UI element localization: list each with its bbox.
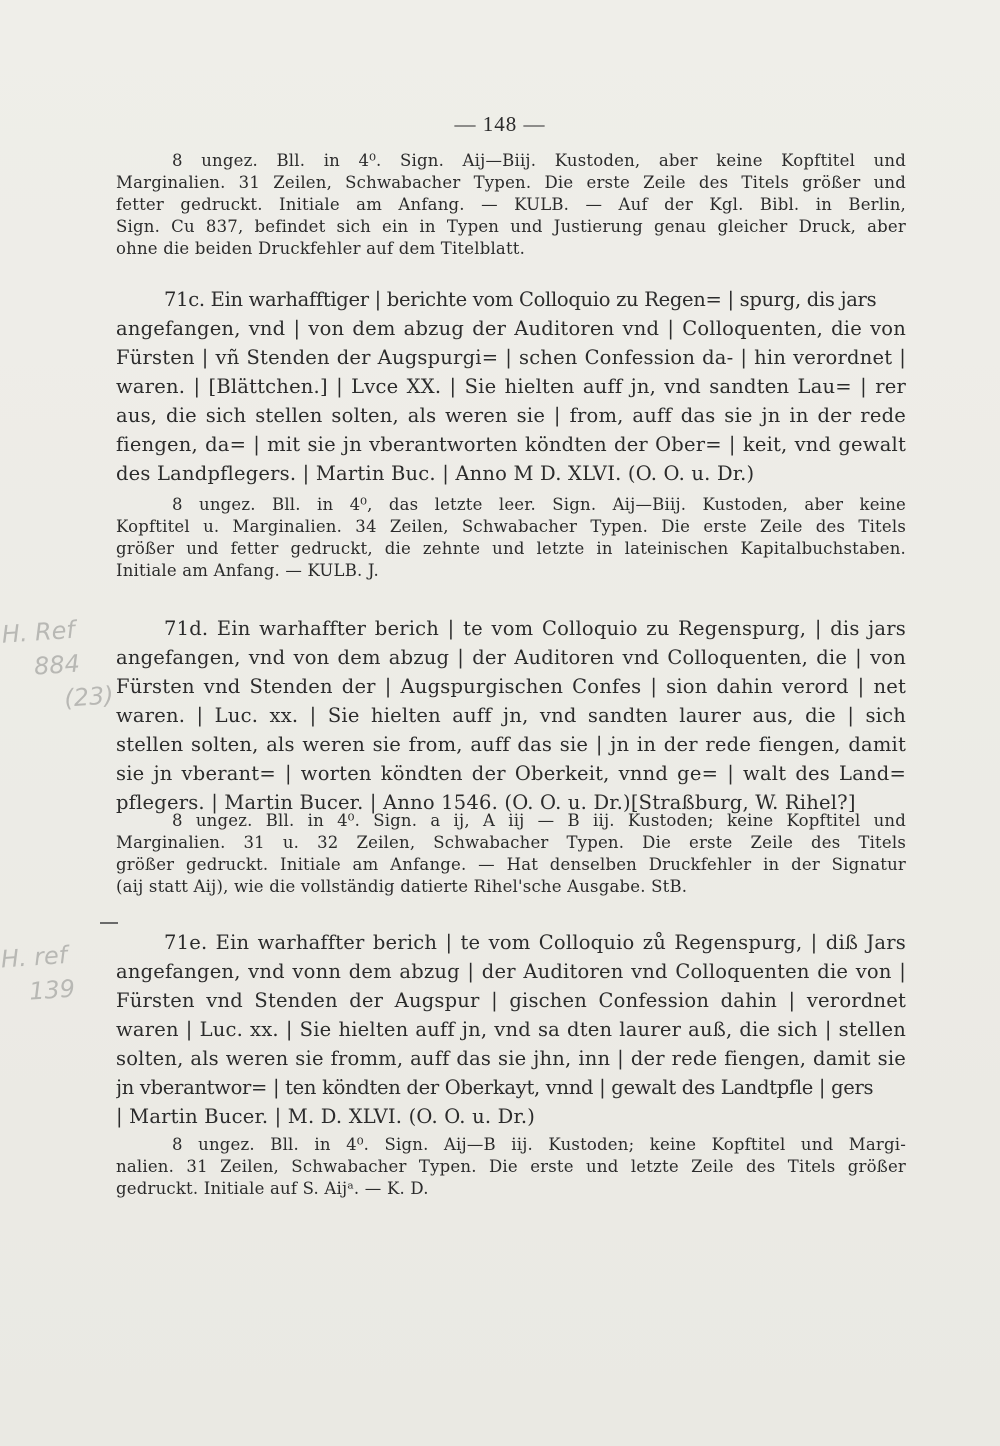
text-line: gedruckt. Initiale auf S. Aijᵃ. — K. D.	[116, 1179, 429, 1198]
page-number: — 148 —	[454, 112, 546, 136]
text-line: fiengen, da= | mit sie jn vberantworten köndten der Ober= | keit, vnd gewalt	[116, 433, 906, 456]
text-line: fetter gedruckt. Initiale am Anfang. — KULB. — Auf der Kgl. Bibl. in Berlin,	[116, 195, 906, 214]
text-line: 71d. Ein warhaffter berich | te vom Colloquio zu Regenspurg, | dis jars	[164, 617, 906, 640]
entry-71e	[116, 928, 906, 1131]
text-line: angefangen, vnd von dem abzug | der Auditoren vnd Colloquenten, die | von	[116, 646, 906, 669]
margin-note-line: 884	[33, 649, 81, 681]
entry-71d	[116, 614, 906, 817]
margin-note-line: (23)	[63, 681, 115, 713]
text-line: angefangen, vnd vonn dem abzug | der Auditoren vnd Colloquenten die von |	[116, 960, 906, 983]
text-line: Kopftitel u. Marginalien. 34 Zeilen, Schwabacher Typen. Die erste Zeile des Titels	[116, 517, 906, 536]
note-block-1	[116, 150, 906, 260]
text-line: sie jn vberant= | worten köndten der Oberkeit, vnnd ge= | walt des Land=	[116, 762, 906, 785]
text-line: (aij statt Aij), wie die vollständig datierte Rihel'sche Ausgabe. StB.	[116, 877, 688, 896]
note-block-3	[116, 810, 906, 898]
note-block-4	[116, 1134, 906, 1200]
text-line: 71e. Ein warhaffter berich | te vom Colloquio zů Regenspurg, | diß Jars	[164, 931, 906, 954]
text-line: 8 ungez. Bll. in 4⁰. Sign. a ij, A iij — B iij. Kustoden; keine Kopftitel und	[172, 811, 906, 830]
text-line: waren | Luc. xx. | Sie hielten auff jn, vnd sa dten laurer auß, die sich | stellen	[116, 1018, 906, 1041]
text-line: Marginalien. 31 Zeilen, Schwabacher Typen. Die erste Zeile des Titels größer und	[116, 173, 906, 192]
text-line: des Landpflegers. | Martin Buc. | Anno M D. XLVI. (O. O. u. Dr.)	[116, 462, 755, 485]
text-line: ohne die beiden Druckfehler auf dem Titelblatt.	[116, 239, 526, 258]
text-line: Initiale am Anfang. — KULB. J.	[116, 561, 379, 580]
text-line: 8 ungez. Bll. in 4⁰, das letzte leer. Sign. Aij—Biij. Kustoden, aber keine	[172, 495, 906, 514]
text-line: Sign. Cu 837, befindet sich ein in Typen und Justierung genau gleicher Druck, aber	[116, 217, 906, 236]
text-line: nalien. 31 Zeilen, Schwabacher Typen. Die erste und letzte Zeile des Titels größer	[116, 1157, 906, 1176]
text-line: Fürsten vnd Stenden der | Augspurgischen Confes | sion dahin verord | net	[116, 675, 906, 698]
text-line: aus, die sich stellen solten, als weren sie | from, auff das sie jn in der rede	[116, 404, 906, 427]
note-block-2	[116, 494, 906, 582]
entry-71c	[116, 285, 906, 488]
text-line: Fürsten | vñ Stenden der Augspurgi= | schen Confession da- | hin verordnet |	[116, 346, 906, 369]
text-line: jn vberantwor= | ten köndten der Oberkayt, vnnd | gewalt des Landtpfle | gers	[116, 1076, 874, 1099]
margin-note-line: H. Ref	[0, 615, 76, 649]
margin-note-line: H. ref	[0, 940, 69, 974]
pencil-margin-note-2	[0, 938, 76, 1011]
text-line: Marginalien. 31 u. 32 Zeilen, Schwabacher Typen. Die erste Zeile des Titels	[116, 833, 906, 852]
text-line: stellen solten, als weren sie from, auff das sie | jn in der rede fiengen, damit	[116, 733, 906, 756]
text-line: größer und fetter gedruckt, die zehnte und letzte in lateinischen Kapitalbuchstaben.	[116, 539, 906, 558]
text-line: angefangen, vnd | von dem abzug der Auditoren vnd | Colloquenten, die von	[116, 317, 906, 340]
text-line: 71c. Ein warhafftiger | berichte vom Colloquio zu Regen= | spurg, dis jars	[164, 288, 877, 311]
text-line: pflegers. | Martin Bucer. | Anno 1546. (O. O. u. Dr.)[Straßburg, W. Rihel?]	[116, 791, 856, 814]
text-line: | Martin Bucer. | M. D. XLVI. (O. O. u. Dr.)	[116, 1105, 536, 1128]
text-line: solten, als weren sie fromm, auff das sie jhn, inn | der rede fiengen, damit sie	[116, 1047, 906, 1070]
margin-dash	[100, 922, 118, 924]
margin-note-line: 139	[28, 974, 76, 1006]
pencil-margin-note-1	[1, 610, 115, 719]
text-line: waren. | [Blättchen.] | Lvce XX. | Sie hielten auff jn, vnd sandten Lau= | rer	[116, 375, 906, 398]
text-line: 8 ungez. Bll. in 4⁰. Sign. Aij—B iij. Kustoden; keine Kopftitel und Margi-	[172, 1135, 906, 1154]
text-line: 8 ungez. Bll. in 4⁰. Sign. Aij—Biij. Kustoden, aber keine Kopftitel und	[172, 151, 906, 170]
text-line: größer gedruckt. Initiale am Anfange. — Hat denselben Druckfehler in der Signatur	[116, 855, 906, 874]
text-line: Fürsten vnd Stenden der Augspur | gischen Confession dahin | verordnet	[116, 989, 906, 1012]
text-line: waren. | Luc. xx. | Sie hielten auff jn, vnd sandten laurer aus, die | sich	[116, 704, 906, 727]
